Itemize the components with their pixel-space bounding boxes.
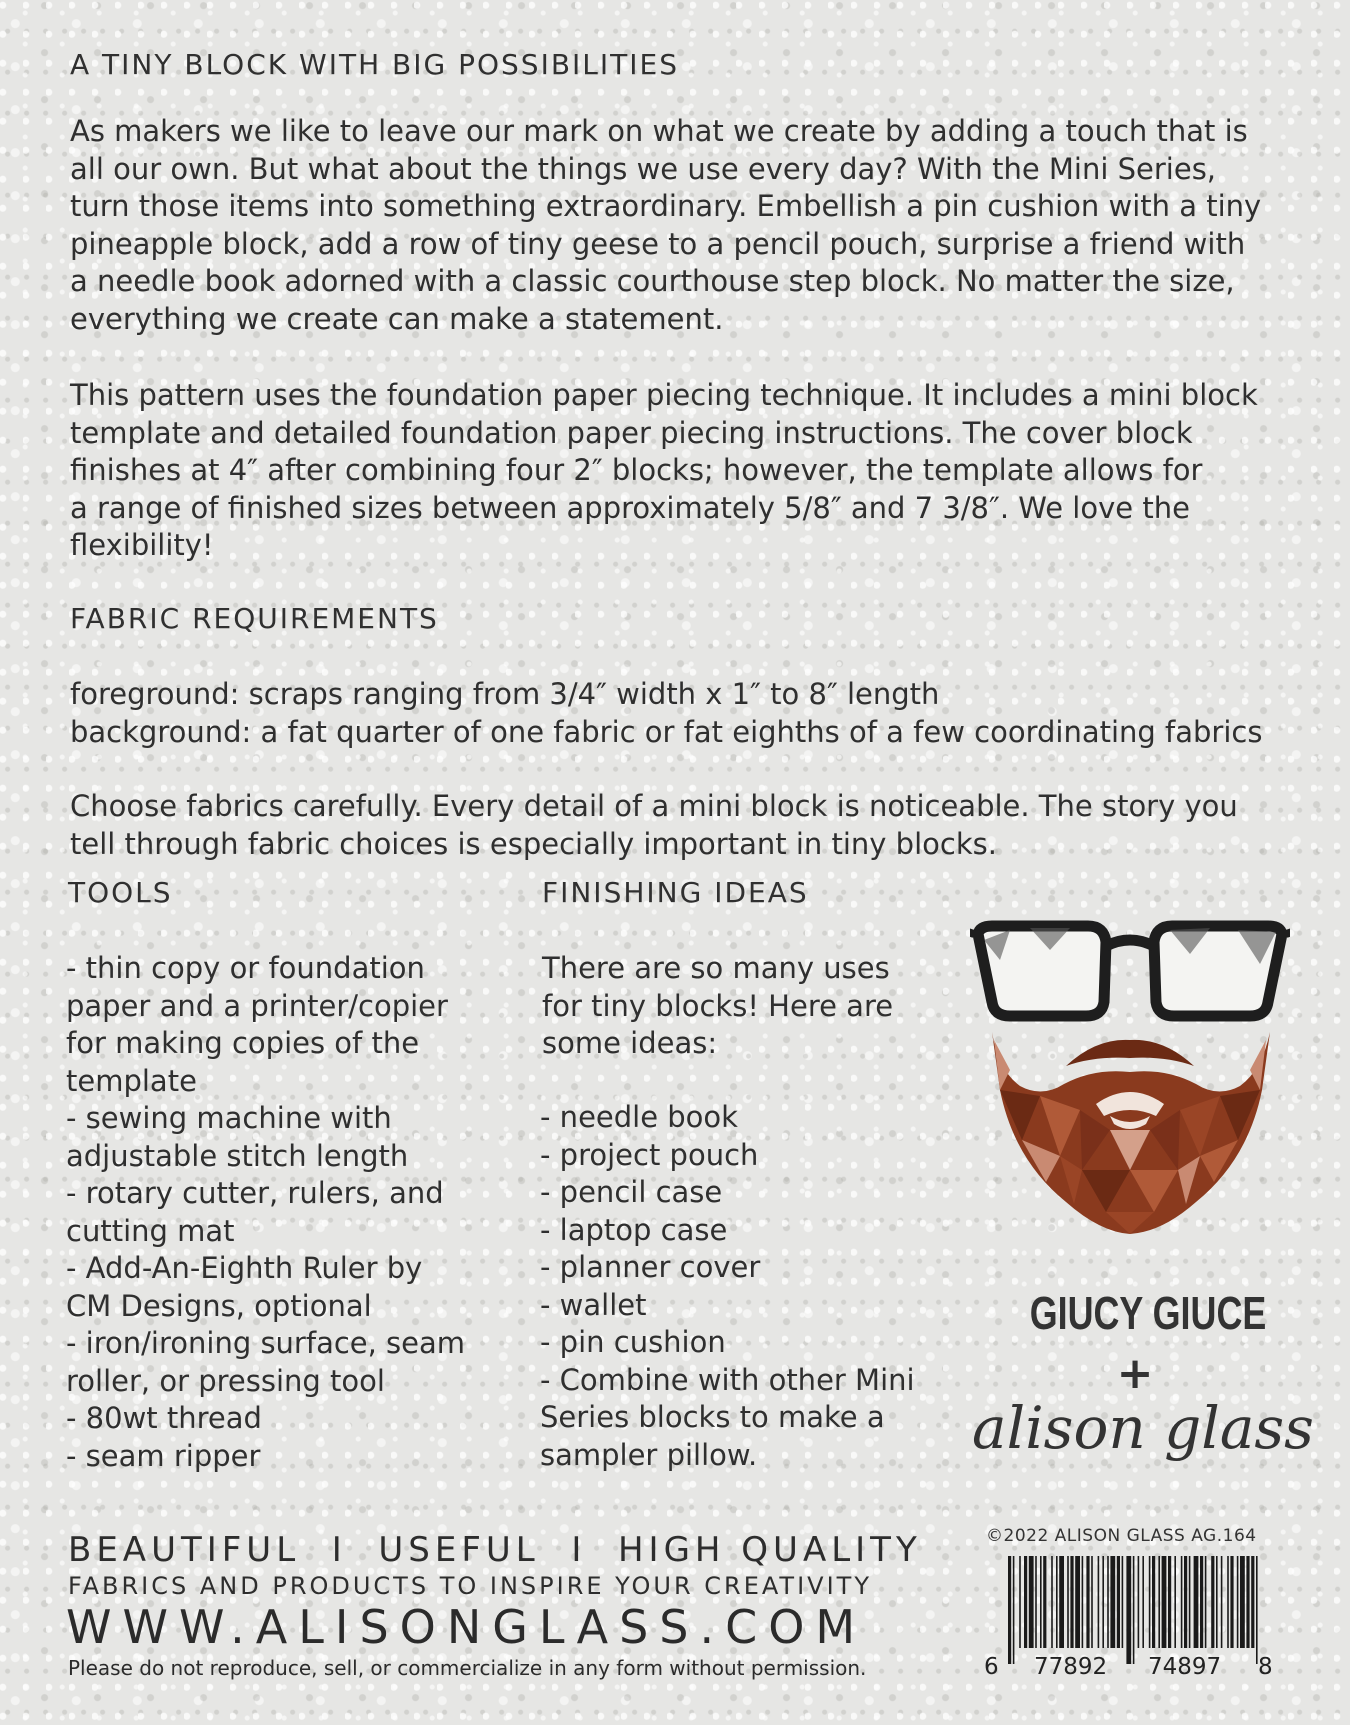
copyright-notice: ©2022 ALISON GLASS AG.164 xyxy=(986,1526,1257,1546)
barcode-bar xyxy=(1227,1556,1229,1648)
barcode-bar xyxy=(1216,1556,1218,1648)
barcode-bar xyxy=(1086,1556,1089,1648)
tools-line: cutting mat xyxy=(66,1213,235,1248)
intro-heading: A TINY BLOCK WITH BIG POSSIBILITIES xyxy=(70,48,679,81)
barcode-digits-right: 74897 xyxy=(1148,1654,1222,1680)
tools-line: - iron/ironing surface, seam xyxy=(66,1326,466,1360)
finishing-intro xyxy=(542,950,893,1063)
finishing-item: - pencil case xyxy=(540,1175,723,1209)
fabric-line: background: a fat quarter of one fabric or fat eighths of a few coordinating fabrics xyxy=(70,714,1263,749)
finishing-item: - needle book xyxy=(540,1100,738,1134)
barcode-bar xyxy=(1070,1556,1073,1648)
footer-disclaimer: Please do not reproduce, sell, or commercialize in any form without permission. xyxy=(68,1656,867,1680)
barcode-bar xyxy=(1221,1556,1223,1648)
barcode-bar xyxy=(1211,1556,1214,1648)
barcode-bar xyxy=(1075,1556,1080,1648)
finishing-item: - Combine with other Mini xyxy=(540,1362,915,1397)
footer-website-link[interactable]: WWW.ALISONGLASS.COM xyxy=(66,1600,867,1654)
footer-subtag: FABRICS AND PRODUCTS TO INSPIRE YOUR CREATIVITY xyxy=(68,1572,872,1600)
barcode-bar xyxy=(1035,1556,1037,1648)
fabric-note-line: Choose fabrics carefully. Every detail of a mini block is noticeable. The story you xyxy=(70,789,1238,823)
barcode-bar xyxy=(1256,1556,1258,1664)
barcode-bar xyxy=(1029,1556,1034,1648)
tools-line: for making copies of the xyxy=(66,1026,420,1060)
barcode-bar xyxy=(1162,1556,1167,1648)
barcode-bar xyxy=(1082,1556,1084,1648)
barcode-bar xyxy=(1152,1556,1155,1648)
barcode-bar xyxy=(1122,1556,1124,1648)
finishing-intro-line: some ideas: xyxy=(542,1026,718,1060)
barcode-bar xyxy=(1102,1556,1104,1648)
tools-list xyxy=(66,950,465,1475)
fabric-list xyxy=(70,676,1262,751)
barcode-bar xyxy=(1138,1556,1140,1648)
finishing-list xyxy=(540,1099,915,1474)
barcode-bar xyxy=(1008,1556,1011,1664)
barcode-digits-left: 77892 xyxy=(1034,1654,1108,1680)
tools-line: - rotary cutter, rulers, and xyxy=(66,1176,444,1210)
intro-line: pineapple block, add a row of tiny geese to a pencil pouch, surprise a friend with xyxy=(70,226,1246,261)
glasses-icon xyxy=(970,926,1290,1016)
barcode-bar xyxy=(1043,1556,1046,1648)
finishing-intro-line: There are so many uses xyxy=(542,951,890,985)
barcode-bar xyxy=(1194,1556,1199,1648)
tools-line: - 80wt thread xyxy=(66,1401,262,1435)
barcode-bar xyxy=(1205,1556,1207,1648)
intro-paragraph xyxy=(70,113,1261,338)
brand-plus: + xyxy=(1116,1348,1154,1399)
beard-icon xyxy=(992,1032,1270,1234)
barcode-bar xyxy=(1251,1556,1254,1648)
finishing-item: - wallet xyxy=(540,1287,647,1322)
barcode-bar xyxy=(1133,1556,1135,1664)
barcode-bar xyxy=(1056,1556,1058,1648)
finishing-item: - pin cushion xyxy=(540,1325,726,1359)
intro-line: As makers we like to leave our mark on what we create by adding a touch that is xyxy=(70,114,1248,148)
tools-line: roller, or pressing tool xyxy=(66,1363,385,1398)
technique-line: This pattern uses the foundation paper piecing technique. It includes a mini block xyxy=(70,378,1258,412)
fabric-note xyxy=(70,788,1238,863)
finishing-item: Series blocks to make a xyxy=(540,1400,885,1434)
barcode-bar xyxy=(1237,1556,1239,1648)
brand-name-secondary: alison glass xyxy=(972,1394,1314,1462)
footer-tagline: BEAUTIFUL I USEFUL I HIGH QUALITY xyxy=(68,1530,922,1570)
barcode-bar xyxy=(1107,1556,1109,1648)
finishing-item: - laptop case xyxy=(540,1212,728,1247)
barcode-bar xyxy=(1181,1556,1183,1648)
barcode-bar xyxy=(1024,1556,1027,1648)
finishing-intro-line: for tiny blocks! Here are xyxy=(542,988,894,1023)
tools-line: - thin copy or foundation xyxy=(66,951,425,985)
brand-name-primary: GIUCY GIUCE xyxy=(1029,1287,1267,1339)
barcode-bar xyxy=(1013,1556,1015,1664)
tools-line: paper and a printer/copier xyxy=(66,988,448,1023)
intro-line: turn those items into something extraordinary. Embellish a pin cushion with a tiny xyxy=(70,189,1262,223)
tools-line: - seam ripper xyxy=(66,1438,261,1473)
barcode-bar xyxy=(1174,1556,1176,1648)
tools-heading: TOOLS xyxy=(68,876,173,909)
barcode-bar xyxy=(1110,1556,1115,1648)
tools-line: - Add-An-Eighth Ruler by xyxy=(66,1251,423,1285)
barcode-digit-lead: 6 xyxy=(984,1654,999,1680)
barcode-bar xyxy=(1168,1556,1171,1648)
barcode-bar xyxy=(1200,1556,1203,1648)
technique-line: a range of finished sizes between approximately 5/8″ and 7 3/8″. We love the xyxy=(70,490,1190,525)
barcode-bar xyxy=(1149,1556,1151,1648)
finishing-item: - planner cover xyxy=(540,1250,761,1284)
barcode-bar xyxy=(1098,1556,1100,1648)
barcode-bar xyxy=(1067,1556,1069,1648)
barcode-bar xyxy=(1158,1556,1160,1648)
fabric-line: foreground: scraps ranging from 3/4″ width x 1″ to 8″ length xyxy=(70,677,940,711)
tools-line: adjustable stitch length xyxy=(66,1138,409,1173)
technique-line: finishes at 4″ after combining four 2″ blocks; however, the template allows for xyxy=(70,453,1203,487)
barcode-bar xyxy=(1126,1556,1131,1664)
technique-line: template and detailed foundation paper piecing instructions. The cover block xyxy=(70,415,1193,450)
intro-line: everything we create can make a statement. xyxy=(70,301,724,336)
intro-line: all our own. But what about the things we use every day? With the Mini Series, xyxy=(70,151,1217,186)
barcode-bar xyxy=(1019,1556,1021,1648)
fabric-note-line: tell through fabric choices is especially important in tiny blocks. xyxy=(70,826,997,861)
barcode-bar xyxy=(1117,1556,1120,1648)
tools-line: CM Designs, optional xyxy=(66,1288,372,1323)
finishing-item: sampler pillow. xyxy=(540,1437,758,1472)
technique-line: flexibility! xyxy=(70,528,214,562)
finishing-heading: FINISHING IDEAS xyxy=(542,876,809,909)
tools-line: - sewing machine with xyxy=(66,1101,392,1135)
barcode-bar xyxy=(1091,1556,1093,1648)
barcode-bar xyxy=(1184,1556,1187,1648)
technique-paragraph xyxy=(70,377,1258,565)
fabric-heading: FABRIC REQUIREMENTS xyxy=(70,602,439,635)
tools-line: template xyxy=(66,1063,197,1098)
barcode-bar xyxy=(1040,1556,1042,1648)
barcode-bar xyxy=(1246,1556,1249,1648)
barcode-bar xyxy=(1240,1556,1245,1648)
barcode-bar xyxy=(1051,1556,1053,1648)
designer-logo-illustration xyxy=(970,920,1290,1250)
barcode-bar xyxy=(1189,1556,1191,1648)
finishing-item: - project pouch xyxy=(540,1137,759,1172)
barcode-bar xyxy=(1142,1556,1144,1648)
barcode-bar xyxy=(1059,1556,1064,1648)
barcode-bar xyxy=(1230,1556,1233,1648)
intro-line: a needle book adorned with a classic courthouse step block. No matter the size, xyxy=(70,264,1235,298)
barcode-digit-check: 8 xyxy=(1258,1654,1273,1680)
